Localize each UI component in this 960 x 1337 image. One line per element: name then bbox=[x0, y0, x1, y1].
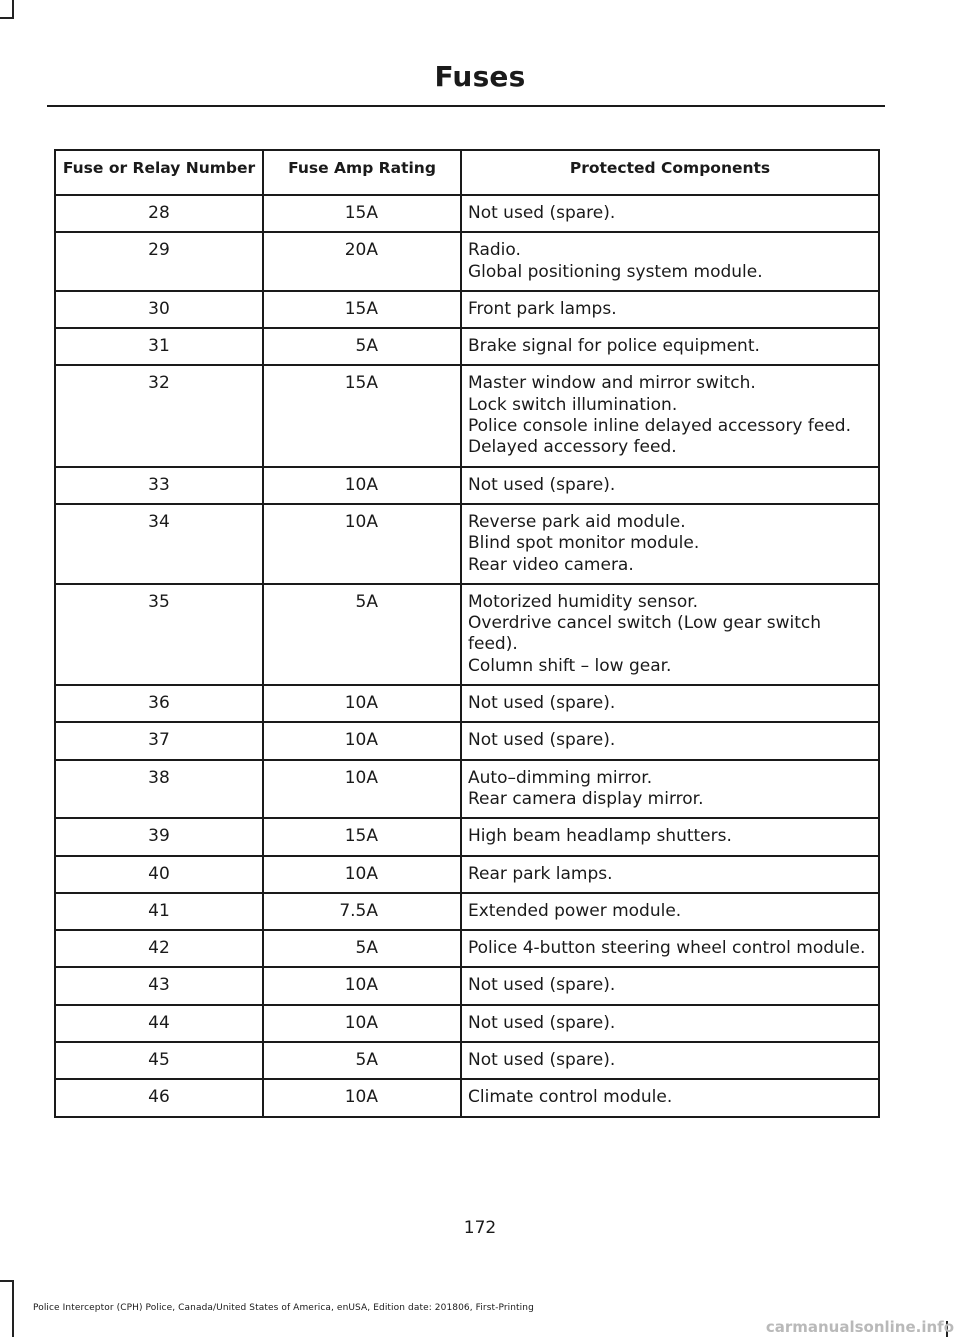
fuse-number-cell: 30 bbox=[55, 291, 263, 328]
amp-rating-cell: 5A bbox=[263, 1042, 461, 1079]
table-row bbox=[55, 291, 879, 328]
component-line: Rear park lamps. bbox=[468, 863, 613, 884]
fuse-number-cell: 32 bbox=[55, 365, 263, 466]
protected-components-cell bbox=[461, 328, 879, 365]
amp-rating-cell: 5A bbox=[263, 930, 461, 967]
amp-rating-cell: 10A bbox=[263, 967, 461, 1004]
component-line: Overdrive cancel switch (Low gear switch feed). bbox=[468, 613, 822, 655]
fuse-number-cell: 33 bbox=[55, 467, 263, 504]
component-line: Blind spot monitor module. bbox=[468, 533, 700, 554]
component-line: Motorized humidity sensor. bbox=[468, 591, 699, 612]
fuse-number-cell: 35 bbox=[55, 584, 263, 685]
fuse-number-cell: 37 bbox=[55, 722, 263, 759]
component-line: Rear video camera. bbox=[468, 554, 634, 575]
fuse-table-body bbox=[55, 195, 879, 1117]
amp-rating-cell: 15A bbox=[263, 818, 461, 855]
fuse-number-cell: 40 bbox=[55, 856, 263, 893]
amp-rating-cell: 10A bbox=[263, 1005, 461, 1042]
protected-components-cell bbox=[461, 818, 879, 855]
table-row bbox=[55, 1005, 879, 1042]
crop-mark-top-left-h bbox=[0, 17, 14, 19]
component-line: High beam headlamp shutters. bbox=[468, 826, 732, 847]
component-line: Extended power module. bbox=[468, 900, 682, 921]
protected-components-cell bbox=[461, 365, 879, 466]
component-line: Police 4-button steering wheel control module. bbox=[468, 938, 866, 959]
protected-components-cell bbox=[461, 1079, 879, 1116]
table-row bbox=[55, 1079, 879, 1116]
component-line: Lock switch illumination. bbox=[468, 394, 678, 415]
protected-components-cell bbox=[461, 930, 879, 967]
amp-rating-cell: 15A bbox=[263, 365, 461, 466]
fuse-number-cell: 42 bbox=[55, 930, 263, 967]
protected-components-cell bbox=[461, 291, 879, 328]
table-header-row bbox=[55, 150, 879, 195]
amp-rating-cell: 10A bbox=[263, 722, 461, 759]
component-line: Column shift – low gear. bbox=[468, 655, 672, 676]
amp-rating-cell: 10A bbox=[263, 685, 461, 722]
component-line: Not used (spare). bbox=[468, 975, 616, 996]
component-line: Climate control module. bbox=[468, 1087, 673, 1108]
footer-text: Police Interceptor (CPH) Police, Canada/United States of America, enUSA, Edition date: 201806, First-Printing bbox=[33, 1303, 534, 1313]
column-header-number: Fuse or Relay Number bbox=[55, 150, 263, 195]
fuse-number-cell: 44 bbox=[55, 1005, 263, 1042]
fuse-number-cell: 45 bbox=[55, 1042, 263, 1079]
column-header-components: Protected Components bbox=[461, 150, 879, 195]
amp-rating-cell: 10A bbox=[263, 1079, 461, 1116]
amp-rating-cell: 5A bbox=[263, 584, 461, 685]
amp-rating-cell: 15A bbox=[263, 195, 461, 232]
table-row bbox=[55, 504, 879, 584]
component-line: Master window and mirror switch. bbox=[468, 373, 756, 394]
component-line: Delayed accessory feed. bbox=[468, 437, 677, 458]
table-row bbox=[55, 930, 879, 967]
protected-components-cell bbox=[461, 760, 879, 819]
amp-rating-cell: 5A bbox=[263, 328, 461, 365]
component-line: Not used (spare). bbox=[468, 474, 616, 495]
component-line: Reverse park aid module. bbox=[468, 511, 686, 532]
protected-components-cell bbox=[461, 685, 879, 722]
table-row bbox=[55, 818, 879, 855]
table-row bbox=[55, 685, 879, 722]
column-header-rating: Fuse Amp Rating bbox=[263, 150, 461, 195]
table-row bbox=[55, 467, 879, 504]
table-row bbox=[55, 967, 879, 1004]
table-row bbox=[55, 856, 879, 893]
component-line: Not used (spare). bbox=[468, 1050, 616, 1071]
component-line: Rear camera display mirror. bbox=[468, 788, 704, 809]
fuse-number-cell: 43 bbox=[55, 967, 263, 1004]
protected-components-cell bbox=[461, 856, 879, 893]
protected-components-cell bbox=[461, 467, 879, 504]
watermark: carmanualsonline.info bbox=[765, 1318, 954, 1336]
table-row bbox=[55, 760, 879, 819]
amp-rating-cell: 10A bbox=[263, 856, 461, 893]
page-number: 172 bbox=[463, 1218, 497, 1238]
component-line: Brake signal for police equipment. bbox=[468, 336, 760, 357]
amp-rating-cell: 15A bbox=[263, 291, 461, 328]
component-line: Not used (spare). bbox=[468, 203, 616, 223]
protected-components-cell bbox=[461, 504, 879, 584]
amp-rating-cell: 10A bbox=[263, 760, 461, 819]
table-row bbox=[55, 722, 879, 759]
fuse-number-cell: 28 bbox=[55, 195, 263, 232]
amp-rating-cell: 20A bbox=[263, 232, 461, 291]
protected-components-cell bbox=[461, 232, 879, 291]
component-line: Not used (spare). bbox=[468, 1012, 616, 1033]
component-line: Radio. bbox=[468, 240, 521, 261]
amp-rating-cell: 10A bbox=[263, 467, 461, 504]
fuse-number-cell: 39 bbox=[55, 818, 263, 855]
table-row bbox=[55, 1042, 879, 1079]
table-row bbox=[55, 365, 879, 466]
amp-rating-cell: 10A bbox=[263, 504, 461, 584]
crop-mark-bottom-left-v bbox=[12, 1280, 14, 1337]
title-divider bbox=[47, 105, 885, 107]
amp-rating-cell: 7.5A bbox=[263, 893, 461, 930]
fuse-number-cell: 38 bbox=[55, 760, 263, 819]
protected-components-cell bbox=[461, 893, 879, 930]
protected-components-cell bbox=[461, 1005, 879, 1042]
fuse-number-cell: 29 bbox=[55, 232, 263, 291]
table-row bbox=[55, 195, 879, 232]
component-line: Global positioning system module. bbox=[468, 261, 763, 282]
protected-components-cell bbox=[461, 967, 879, 1004]
fuse-number-cell: 46 bbox=[55, 1079, 263, 1116]
fuse-number-cell: 31 bbox=[55, 328, 263, 365]
page-title: Fuses bbox=[434, 60, 526, 93]
fuse-number-cell: 34 bbox=[55, 504, 263, 584]
component-line: Not used (spare). bbox=[468, 693, 616, 714]
fuse-table bbox=[54, 149, 880, 1118]
component-line: Auto–dimming mirror. bbox=[468, 767, 653, 788]
table-row bbox=[55, 893, 879, 930]
table-row bbox=[55, 584, 879, 685]
component-line: Front park lamps. bbox=[468, 298, 617, 319]
fuse-number-cell: 36 bbox=[55, 685, 263, 722]
protected-components-cell bbox=[461, 584, 879, 685]
table-row bbox=[55, 328, 879, 365]
table-row bbox=[55, 232, 879, 291]
protected-components-cell bbox=[461, 1042, 879, 1079]
component-line: Police console inline delayed accessory feed. bbox=[468, 416, 851, 437]
crop-mark-bottom-left-h bbox=[0, 1280, 14, 1282]
component-line: Not used (spare). bbox=[468, 730, 616, 751]
protected-components-cell bbox=[461, 195, 879, 232]
fuse-number-cell: 41 bbox=[55, 893, 263, 930]
protected-components-cell bbox=[461, 722, 879, 759]
crop-mark-top-left-v bbox=[12, 0, 14, 18]
